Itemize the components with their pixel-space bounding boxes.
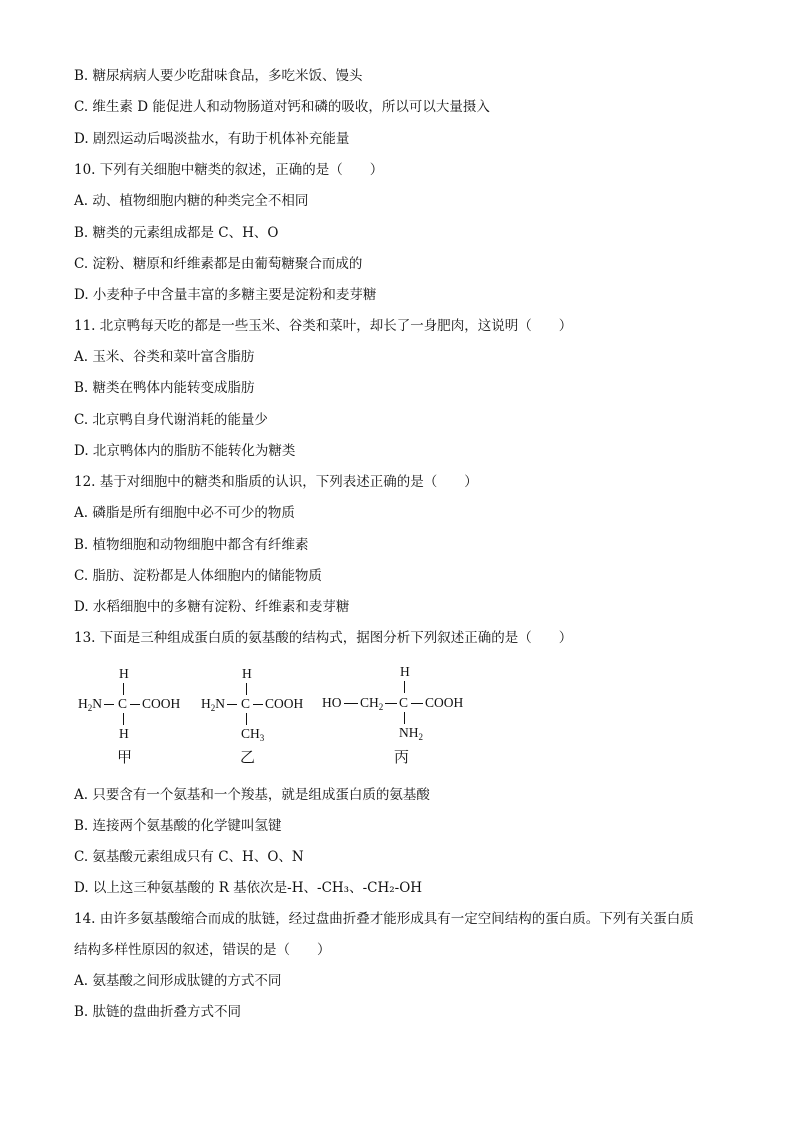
option-12d: D. 水稻细胞中的多糖有淀粉、纤维素和麦芽糖 [74, 599, 350, 615]
yi-amino-sub: 2 [210, 703, 216, 713]
bing-carboxyl: COOH [425, 695, 464, 710]
bing-ch2-ch: CH [360, 695, 379, 710]
question-13: 13. 下面是三种组成蛋白质的氨基酸的结构式，据图分析下列叙述正确的是（ ） [74, 630, 573, 646]
jia-top-bond [123, 683, 124, 695]
question-10: 10. 下列有关细胞中糖类的叙述，正确的是（ ） [74, 162, 384, 178]
option-13b: B. 连接两个氨基酸的化学键叫氢键 [74, 818, 282, 834]
option-10b: B. 糖类的元素组成都是 C、H、O [74, 225, 279, 241]
question-12: 12. 基于对细胞中的糖类和脂质的认识，下列表述正确的是（ ） [74, 474, 478, 490]
bing-ho-bond [344, 703, 358, 704]
bing-label: 丙 [394, 748, 410, 766]
option-10d: D. 小麦种子中含量丰富的多糖主要是淀粉和麦芽糖 [74, 287, 377, 303]
yi-amino-group [201, 696, 225, 716]
option-11a: A. 玉米、谷类和菜叶富含脂肪 [74, 349, 255, 365]
jia-top-h: H [119, 666, 129, 681]
bing-bottom-bond [404, 712, 405, 724]
yi-bottom-bond [246, 713, 247, 725]
yi-left-bond [227, 704, 237, 705]
question-14-line1: 14. 由许多氨基酸缩合而成的肽链，经过盘曲折叠才能形成具有一定空间结构的蛋白质。下列有关蛋白质 [74, 911, 694, 927]
option-14a: A. 氨基酸之间形成肽键的方式不同 [74, 973, 282, 989]
yi-methyl [241, 726, 264, 746]
bing-hydroxyl: HO [322, 695, 342, 710]
jia-carboxyl: COOH [142, 696, 181, 711]
option-14b: B. 肽链的盘曲折叠方式不同 [74, 1004, 242, 1020]
option-9d: D. 剧烈运动后喝淡盐水，有助于机体补充能量 [74, 131, 350, 147]
bing-center-c: C [399, 695, 409, 710]
yi-amino-h: H [201, 696, 211, 711]
bing-amino-nh: NH [399, 725, 419, 740]
option-12a: A. 磷脂是所有细胞中必不可少的物质 [74, 505, 295, 521]
option-10c: C. 淀粉、糖原和纤维素都是由葡萄糖聚合而成的 [74, 256, 363, 272]
option-11d: D. 北京鸭体内的脂肪不能转化为糖类 [74, 443, 296, 459]
jia-bottom-bond [123, 713, 124, 725]
option-12b: B. 植物细胞和动物细胞中都含有纤维素 [74, 537, 309, 553]
question-11: 11. 北京鸭每天吃的都是一些玉米、谷类和菜叶，却长了一身肥肉，这说明（ ） [74, 318, 573, 334]
bing-amino-sub: 2 [418, 732, 423, 742]
jia-amino-sub: 2 [87, 703, 93, 713]
option-11c: C. 北京鸭自身代谢消耗的能量少 [74, 412, 268, 428]
bing-top-bond [404, 681, 405, 693]
jia-amino-h: H [78, 696, 88, 711]
option-13c: C. 氨基酸元素组成只有 C、H、O、N [74, 849, 304, 865]
option-9b: B. 糖尿病病人要少吃甜味食品，多吃米饭、馒头 [74, 68, 363, 84]
jia-center-c: C [118, 696, 128, 711]
yi-methyl-sub: 3 [259, 733, 265, 743]
yi-carboxyl: COOH [265, 696, 304, 711]
yi-amino-n: N [215, 696, 225, 711]
bing-ch2 [360, 695, 383, 715]
option-9c: C. 维生素 D 能促进人和动物肠道对钙和磷的吸收，所以可以大量摄入 [74, 99, 490, 115]
option-13d: D. 以上这三种氨基酸的 R 基依次是-H、-CH₃、-CH₂-OH [74, 880, 423, 896]
jia-amino-group [78, 696, 102, 716]
yi-methyl-ch: CH [241, 726, 260, 741]
jia-amino-n: N [92, 696, 102, 711]
bing-amino [399, 725, 423, 745]
jia-right-bond [130, 704, 140, 705]
yi-top-bond [246, 683, 247, 695]
yi-right-bond [253, 704, 263, 705]
yi-top-h: H [242, 666, 252, 681]
jia-label: 甲 [117, 748, 133, 766]
option-10a: A. 动、植物细胞内糖的种类完全不相同 [74, 193, 309, 209]
bing-left-bond [385, 703, 397, 704]
yi-label: 乙 [240, 748, 256, 766]
option-11b: B. 糖类在鸭体内能转变成脂肪 [74, 380, 255, 396]
jia-bottom-h: H [119, 726, 129, 741]
option-12c: C. 脂肪、淀粉都是人体细胞内的储能物质 [74, 568, 322, 584]
jia-left-bond [104, 704, 114, 705]
yi-center-c: C [241, 696, 251, 711]
question-14-line2: 结构多样性原因的叙述，错误的是（ ） [74, 942, 331, 958]
bing-top-h: H [400, 664, 410, 679]
bing-right-bond [411, 703, 423, 704]
bing-ch2-sub: 2 [378, 702, 384, 712]
option-13a: A. 只要含有一个氨基和一个羧基，就是组成蛋白质的氨基酸 [74, 787, 430, 803]
